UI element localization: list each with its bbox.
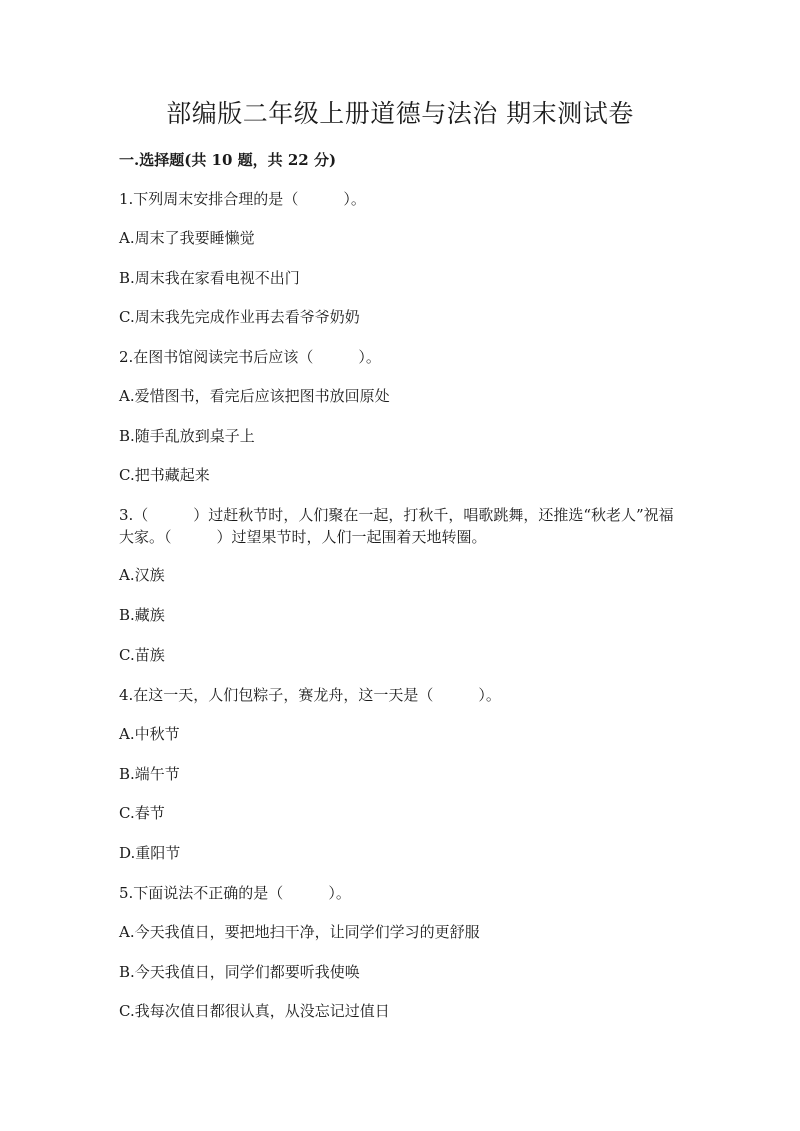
question-3-option-b: B.藏族 [119,606,165,624]
question-4-option-c: C.春节 [119,804,165,822]
question-3-option-a: A.汉族 [119,566,165,584]
question-3-stem: 3.（ ）过赶秋节时，人们聚在一起，打秋千，唱歌跳舞，还推选“秋老人”祝福大家。（ ）过望果节时，人们一起围着天地转圈。 [119,506,674,546]
question-4-option-d: D.重阳节 [119,844,181,862]
question-5-stem: 5.下面说法不正确的是（ ）。 [119,884,351,902]
question-2-option-c: C.把书藏起来 [119,466,210,484]
question-1-option-a: A.周末了我要睡懒觉 [119,229,255,247]
question-2-stem: 2.在图书馆阅读完书后应该（ ）。 [119,348,381,366]
question-4-stem: 4.在这一天，人们包粽子，赛龙舟，这一天是（ ）。 [119,686,501,704]
question-2-option-a: A.爱惜图书，看完后应该把图书放回原处 [119,387,390,405]
question-5-option-b: B.今天我值日，同学们都要听我使唤 [119,963,360,981]
question-2-option-b: B.随手乱放到桌子上 [119,427,255,445]
question-4-option-a: A.中秋节 [119,725,180,743]
question-4-option-b: B.端午节 [119,765,180,783]
section-heading: 一.选择题(共 10 题，共 22 分) [119,151,337,169]
question-1-stem: 1.下列周末安排合理的是（ ）。 [119,190,366,208]
page-title: 部编版二年级上册道德与法治 期末测试卷 [166,99,634,128]
question-5-option-a: A.今天我值日，要把地扫干净，让同学们学习的更舒服 [119,923,480,941]
question-1-option-b: B.周末我在家看电视不出门 [119,269,300,287]
question-3-option-c: C.苗族 [119,646,165,664]
question-1-option-c: C.周末我先完成作业再去看爷爷奶奶 [119,308,360,326]
question-5-option-c: C.我每次值日都很认真，从没忘记过值日 [119,1002,390,1020]
